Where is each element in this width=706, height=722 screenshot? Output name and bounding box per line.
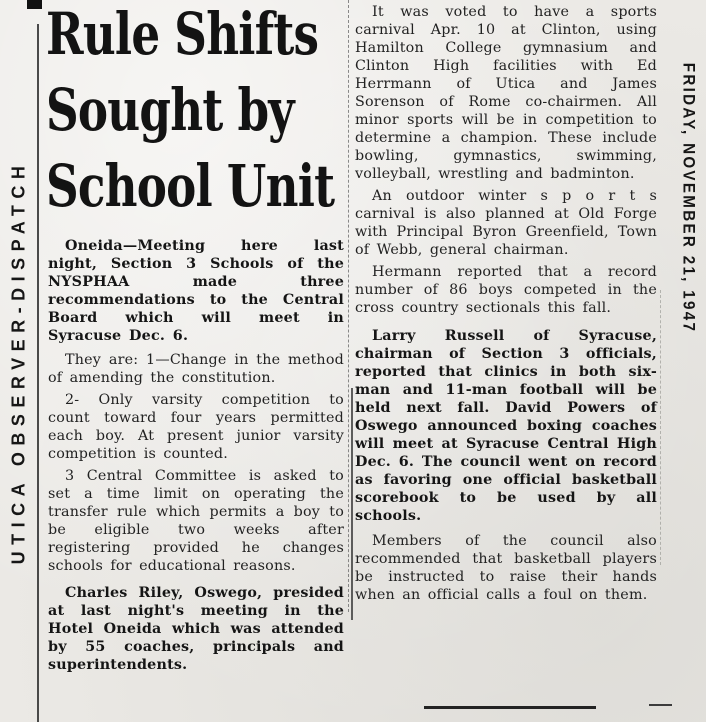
article-paragraph: Members of the council also recommended that basketball players be instructed to raise their hands when an official calls a foul on them. bbox=[355, 533, 657, 603]
article-column-right bbox=[355, 3, 657, 608]
article-column-left bbox=[48, 237, 344, 678]
headline-line: Rule Shifts bbox=[46, 0, 319, 68]
article-headline bbox=[46, 0, 346, 224]
article-paragraph: An outdoor winter s p o r t s carnival is also planned at Old Forge with Principal Byron Greenfield, Town of Webb, general chairman. bbox=[355, 188, 657, 258]
issue-date-vertical: FRIDAY, NOVEMBER 21, 1947 bbox=[679, 62, 698, 334]
headline-line: Sought by bbox=[46, 76, 294, 144]
article-end-rule bbox=[424, 706, 596, 709]
article-paragraph: Hermann reported that a record number of 86 boys competed in the cross country sectionals this fall. bbox=[355, 264, 657, 316]
headline-line: School Unit bbox=[46, 152, 335, 220]
article-paragraph: Charles Riley, Oswego, presided at last night's meeting in the Hotel Oneida which was attended by 55 coaches, principals and superintendents. bbox=[48, 585, 344, 673]
right-column-left-rule bbox=[351, 388, 353, 620]
left-column-rule bbox=[37, 24, 39, 722]
article-paragraph: It was voted to have a sports carnival Apr. 10 at Clinton, using Hamilton College gymnasium and Clinton High facilities with Ed Herrmann of Utica and James Sorenson of Rome co-chairmen. All minor sports will be in competition to determine a champion. These include bowling, gymnastics, swimming, volleyball, wrestling and badminton. bbox=[355, 4, 657, 182]
article-paragraph: 3 Central Committee is asked to set a time limit on operating the transfer rule which permits a boy to be eligible two weeks after registering provided he changes schools for educational reasons. bbox=[48, 468, 344, 574]
right-column-edge-rule bbox=[660, 290, 661, 565]
article-paragraph: They are: 1—Change in the method of amending the constitution. bbox=[48, 352, 344, 386]
newspaper-name-vertical: UTICA OBSERVER-DISPATCH bbox=[8, 159, 29, 565]
article-paragraph: Larry Russell of Syracuse, chairman of Section 3 officials, reported that clinics in both six-man and 11-man football will be held next fall. David Powers of Oswego announced boxing coaches will meet at Syracuse Central High Dec. 6. The council went on record as favoring one official basketball scorebook to be used by all schools. bbox=[355, 328, 657, 524]
article-paragraph: Oneida—Meeting here last night, Section 3 Schools of the NYSPHAA made three recommendations to the Central Board which will meet in Syracuse Dec. 6. bbox=[48, 238, 344, 344]
column-divider-rule bbox=[348, 0, 349, 612]
scan-corner-mark bbox=[27, 0, 42, 9]
article-paragraph: 2- Only varsity competition to count toward four years permitted each boy. At present junior varsity competition is counted. bbox=[48, 392, 344, 462]
article-end-dash bbox=[649, 704, 672, 706]
